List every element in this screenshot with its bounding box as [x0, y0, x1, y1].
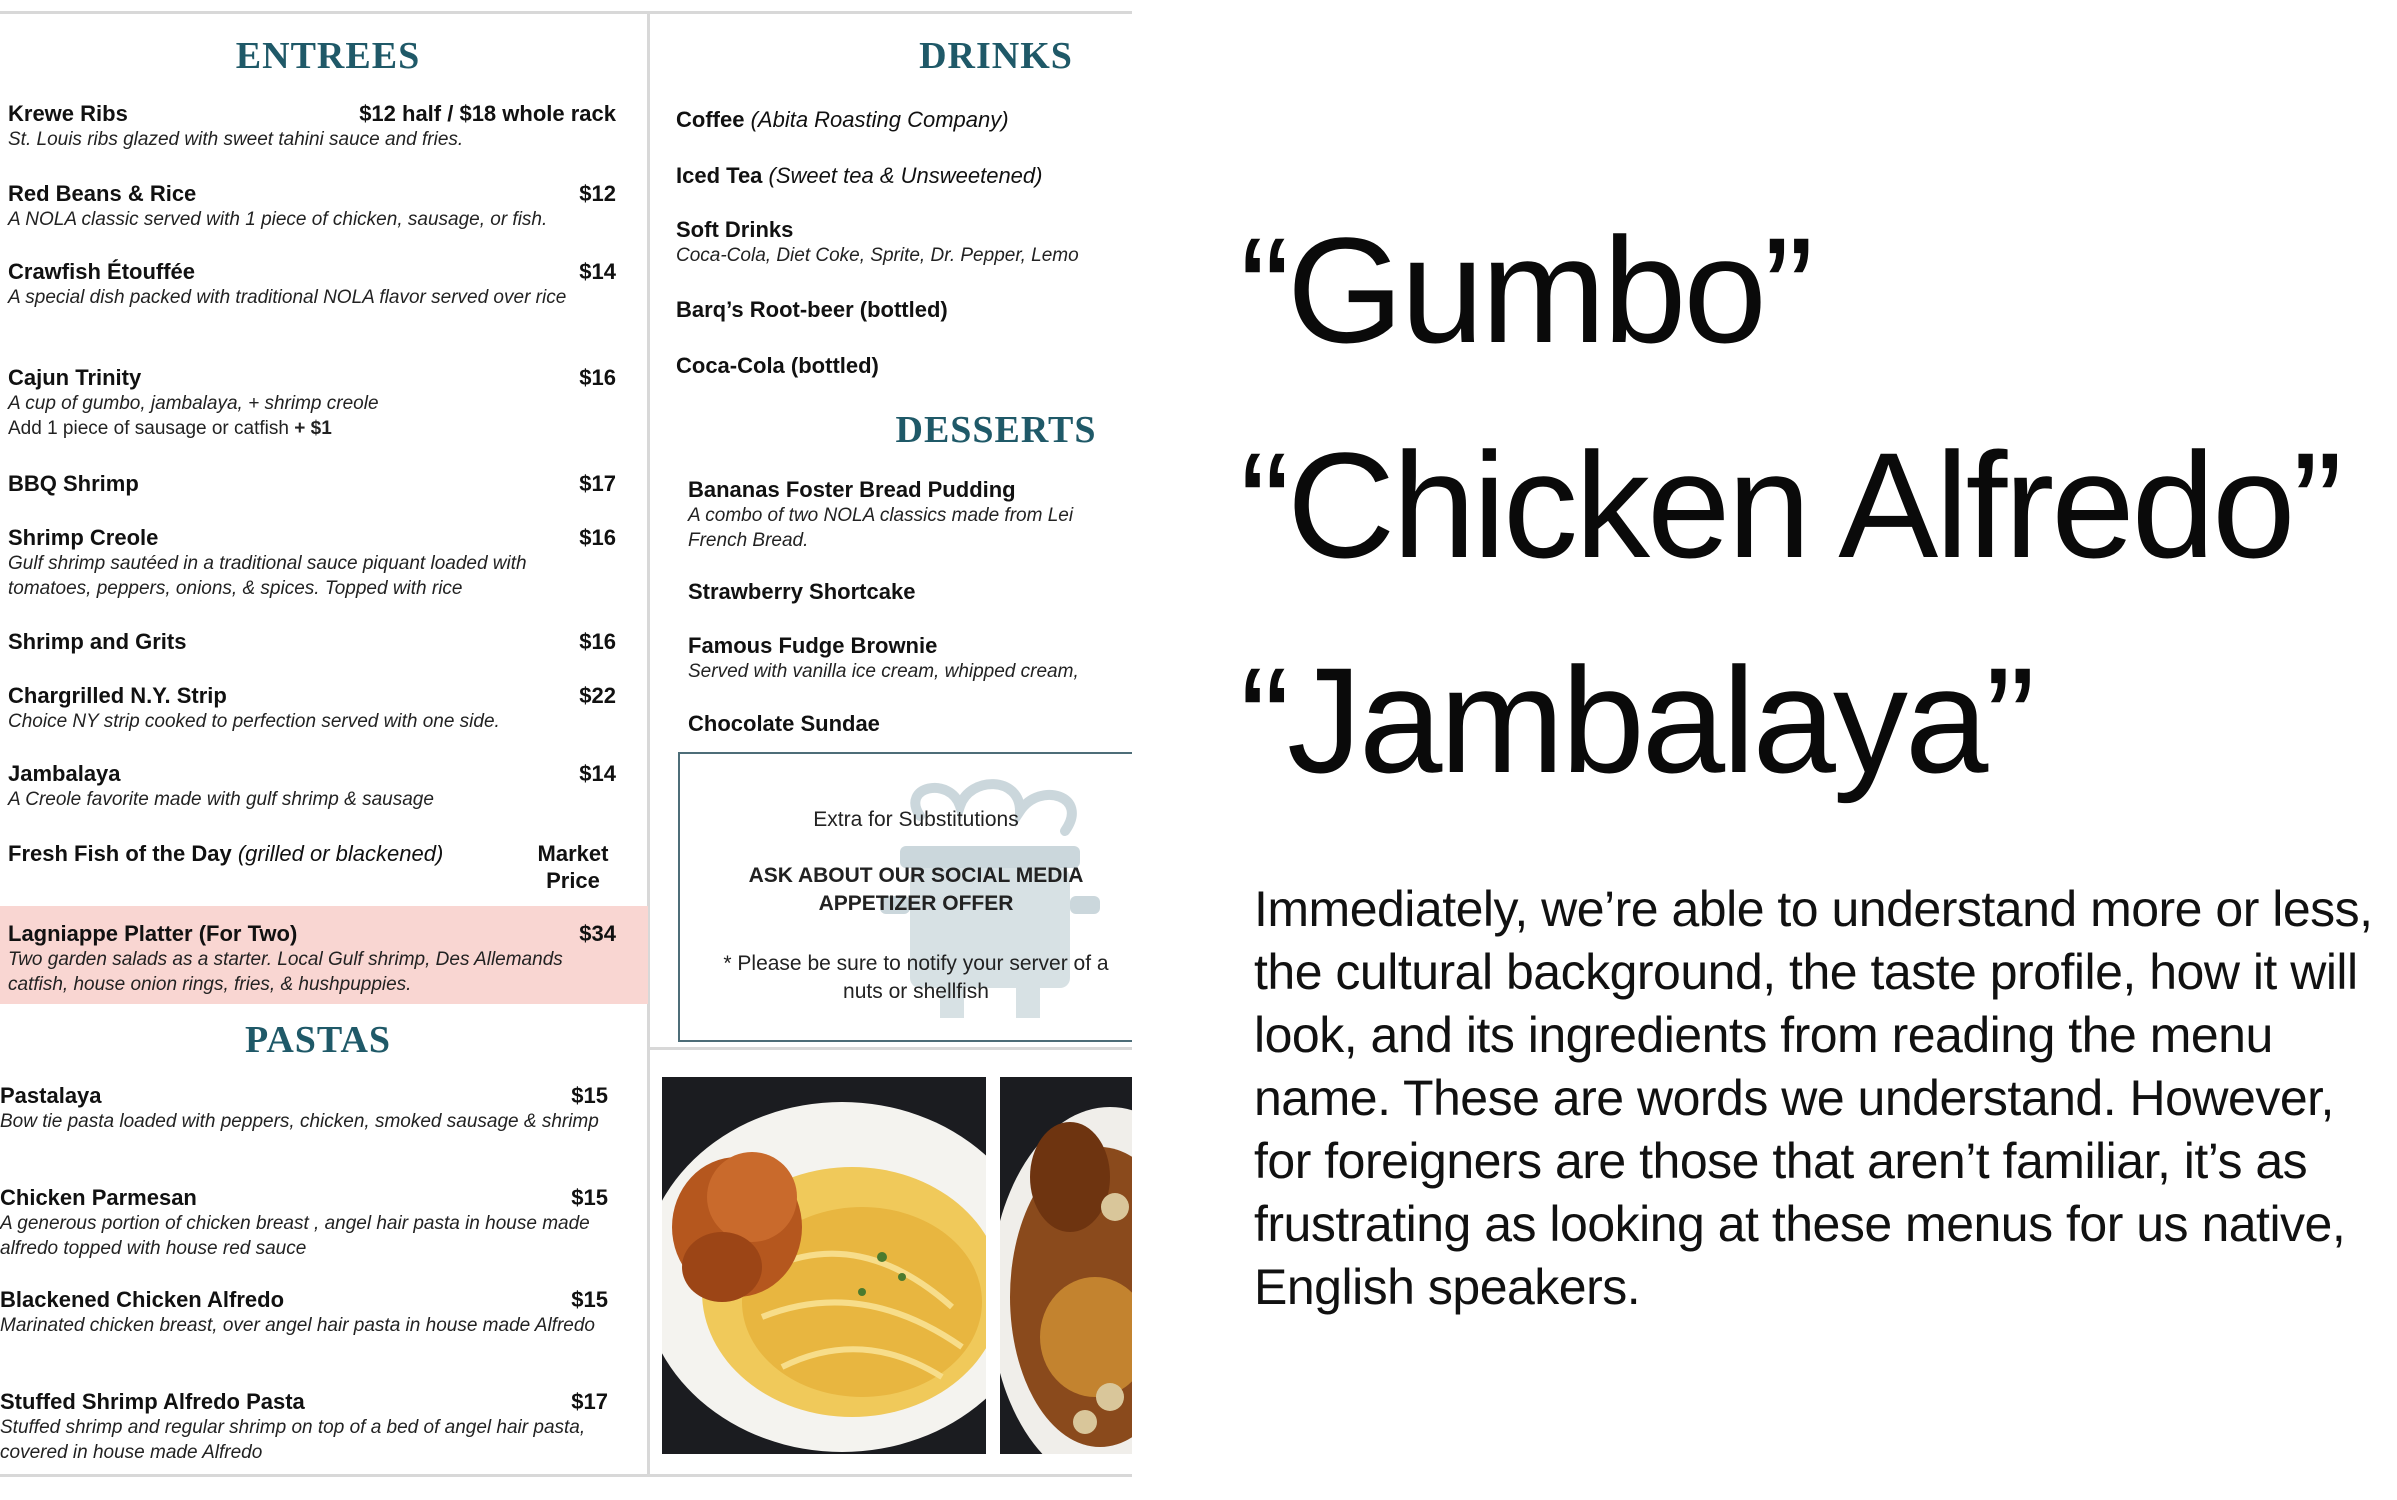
item-description: A special dish packed with traditional NOLA flavor served over rice [8, 287, 567, 308]
dessert-name: Famous Fudge Brownie [688, 633, 938, 658]
dessert-name: Strawberry Shortcake [688, 579, 916, 604]
body-paragraph: Immediately, we’re able to understand more or less, the cultural background, the taste profile, how it will look, and its ingredients from reading the menu name. These are words we understand. However, for foreigners are those that aren’t familiar, it’s as frustrating as looking at these menus for us native, English speakers. [1254, 881, 2373, 1315]
item-addon [8, 416, 628, 441]
drinks-heading: DRINKS [919, 35, 1073, 77]
offer-allergy-line1: * Please be sure to notify your server of a [723, 952, 1109, 975]
menu-item [0, 1388, 620, 1465]
menu-item [8, 470, 628, 497]
item-name: Pastalaya [0, 1083, 102, 1108]
item-price: $15 [571, 1083, 608, 1108]
item-name: Shrimp and Grits [8, 629, 187, 654]
item-description: A NOLA classic served with 1 piece of chicken, sausage, or fish. [8, 209, 548, 230]
item-price: $14 [579, 259, 616, 284]
quote-jambalaya: “Jambalaya” [1240, 636, 2033, 804]
item-price: $16 [579, 629, 616, 654]
menu-item [0, 1082, 620, 1134]
drink-item [676, 162, 1132, 189]
item-price: $12 [579, 181, 616, 206]
menu-item [8, 364, 628, 441]
drink-note: (Sweet tea & Unsweetened) [768, 163, 1043, 188]
item-name-note: (grilled or blackened) [237, 841, 444, 866]
item-name: Jambalaya [8, 761, 121, 786]
item-description: Gulf shrimp sautéed in a traditional sauce piquant loaded with tomatoes, peppers, onions, & spices. Topped with rice [8, 553, 527, 599]
item-name: Chargrilled N.Y. Strip [8, 683, 227, 708]
item-name [8, 840, 443, 867]
offer-social-line1: ASK ABOUT OUR SOCIAL MEDIA [748, 864, 1084, 887]
offer-allergy-line2: nuts or shellfish [843, 980, 989, 1003]
addon-text: Add 1 piece of sausage or catfish [8, 418, 289, 439]
desserts-heading: DESSERTS [895, 409, 1097, 451]
item-name: Blackened Chicken Alfredo [0, 1287, 285, 1312]
menu-item [8, 920, 628, 997]
dessert-item [688, 632, 1132, 684]
menu-item [8, 628, 628, 655]
item-name-text: Fresh Fish of the Day [8, 841, 232, 866]
dessert-description: A combo of two NOLA classics made from Lei [688, 505, 1074, 526]
offer-substitutions: Extra for Substitutions [813, 808, 1019, 831]
item-price: $15 [571, 1287, 608, 1312]
item-price: $16 [579, 365, 616, 390]
item-name: Lagniappe Platter (For Two) [8, 921, 298, 946]
item-name: Shrimp Creole [8, 525, 159, 550]
drink-name: Soft Drinks [676, 217, 794, 242]
item-price: $15 [571, 1185, 608, 1210]
item-price: $17 [579, 471, 616, 496]
drink-description: Coca-Cola, Diet Coke, Sprite, Dr. Pepper, Lemo [676, 245, 1079, 266]
drink-name: Barq’s Root-beer (bottled) [676, 297, 948, 322]
menu-item [8, 524, 628, 601]
menu-item [8, 682, 628, 734]
drink-name: Coffee [676, 107, 745, 132]
item-name: Krewe Ribs [8, 101, 128, 126]
menu-item [8, 840, 628, 894]
menu-item [8, 180, 628, 232]
pastas-heading: PASTAS [244, 1019, 392, 1061]
quote-chicken-alfredo: “Chicken Alfredo” [1240, 421, 2340, 589]
item-description: Choice NY strip cooked to perfection served with one side. [8, 711, 500, 732]
drink-item [676, 106, 1132, 133]
menu-bottom-rule [0, 1474, 1132, 1477]
item-name: Chicken Parmesan [0, 1185, 197, 1210]
item-description: A generous portion of chicken breast , angel hair pasta in house made alfredo topped with house red sauce [0, 1213, 590, 1259]
item-price: $14 [579, 761, 616, 786]
menu-photo-divider [650, 1047, 1132, 1050]
dessert-item [688, 578, 1132, 605]
dessert-description: French Bread. [688, 530, 809, 551]
drink-item [676, 216, 1132, 268]
dessert-description: Served with vanilla ice cream, whipped cream, [688, 661, 1079, 682]
food-photo-dessert [1000, 1077, 1132, 1454]
entrees-heading: ENTREES [235, 35, 421, 77]
item-description: A Creole favorite made with gulf shrimp & sausage [8, 789, 434, 810]
item-description: Bow tie pasta loaded with peppers, chicken, smoked sausage & shrimp [0, 1111, 599, 1132]
offer-box [678, 752, 1132, 1042]
item-description: A cup of gumbo, jambalaya, + shrimp creole [8, 393, 379, 414]
dessert-name: Bananas Foster Bread Pudding [688, 477, 1016, 502]
item-price: $12 half / $18 whole rack [359, 101, 616, 126]
item-description: Marinated chicken breast, over angel hair pasta in house made Alfredo [0, 1315, 595, 1336]
item-price: $16 [579, 525, 616, 550]
item-name: Cajun Trinity [8, 365, 142, 390]
menu-item [0, 1286, 620, 1338]
item-name: Crawfish Étouffée [8, 259, 196, 284]
drink-name: Iced Tea [676, 163, 763, 188]
item-description: Two garden salads as a starter. Local Gulf shrimp, Des Allemands catfish, house onion rings, fries, & hushpuppies. [8, 949, 563, 995]
item-price: $34 [579, 921, 616, 946]
dessert-item [688, 476, 1132, 553]
menu-left-column [0, 14, 648, 1474]
item-name: BBQ Shrimp [8, 471, 139, 496]
item-price: Market Price [537, 841, 609, 893]
menu-image [0, 0, 1132, 1500]
menu-item [8, 760, 628, 812]
item-description: St. Louis ribs glazed with sweet tahini sauce and fries. [8, 129, 464, 150]
item-name: Stuffed Shrimp Alfredo Pasta [0, 1389, 305, 1414]
drink-item [676, 352, 1132, 379]
drink-name: Coca-Cola (bottled) [676, 353, 879, 378]
drink-item [676, 296, 1132, 323]
item-price: $17 [571, 1389, 608, 1414]
item-name: Red Beans & Rice [8, 181, 197, 206]
menu-item [0, 1184, 620, 1261]
item-description: Stuffed shrimp and regular shrimp on top of a bed of angel hair pasta, covered in house made Alfredo [0, 1417, 586, 1463]
dessert-name: Chocolate Sundae [688, 711, 880, 736]
drink-note: (Abita Roasting Company) [750, 107, 1009, 132]
food-photo-shrimp-pasta [662, 1077, 986, 1454]
menu-item [8, 100, 628, 152]
menu-item [8, 258, 628, 310]
offer-social-line2: APPETIZER OFFER [818, 892, 1014, 915]
quote-gumbo: “Gumbo” [1240, 206, 1811, 374]
dessert-item [688, 710, 1132, 737]
item-price: $22 [579, 683, 616, 708]
addon-price: + $1 [294, 418, 332, 439]
